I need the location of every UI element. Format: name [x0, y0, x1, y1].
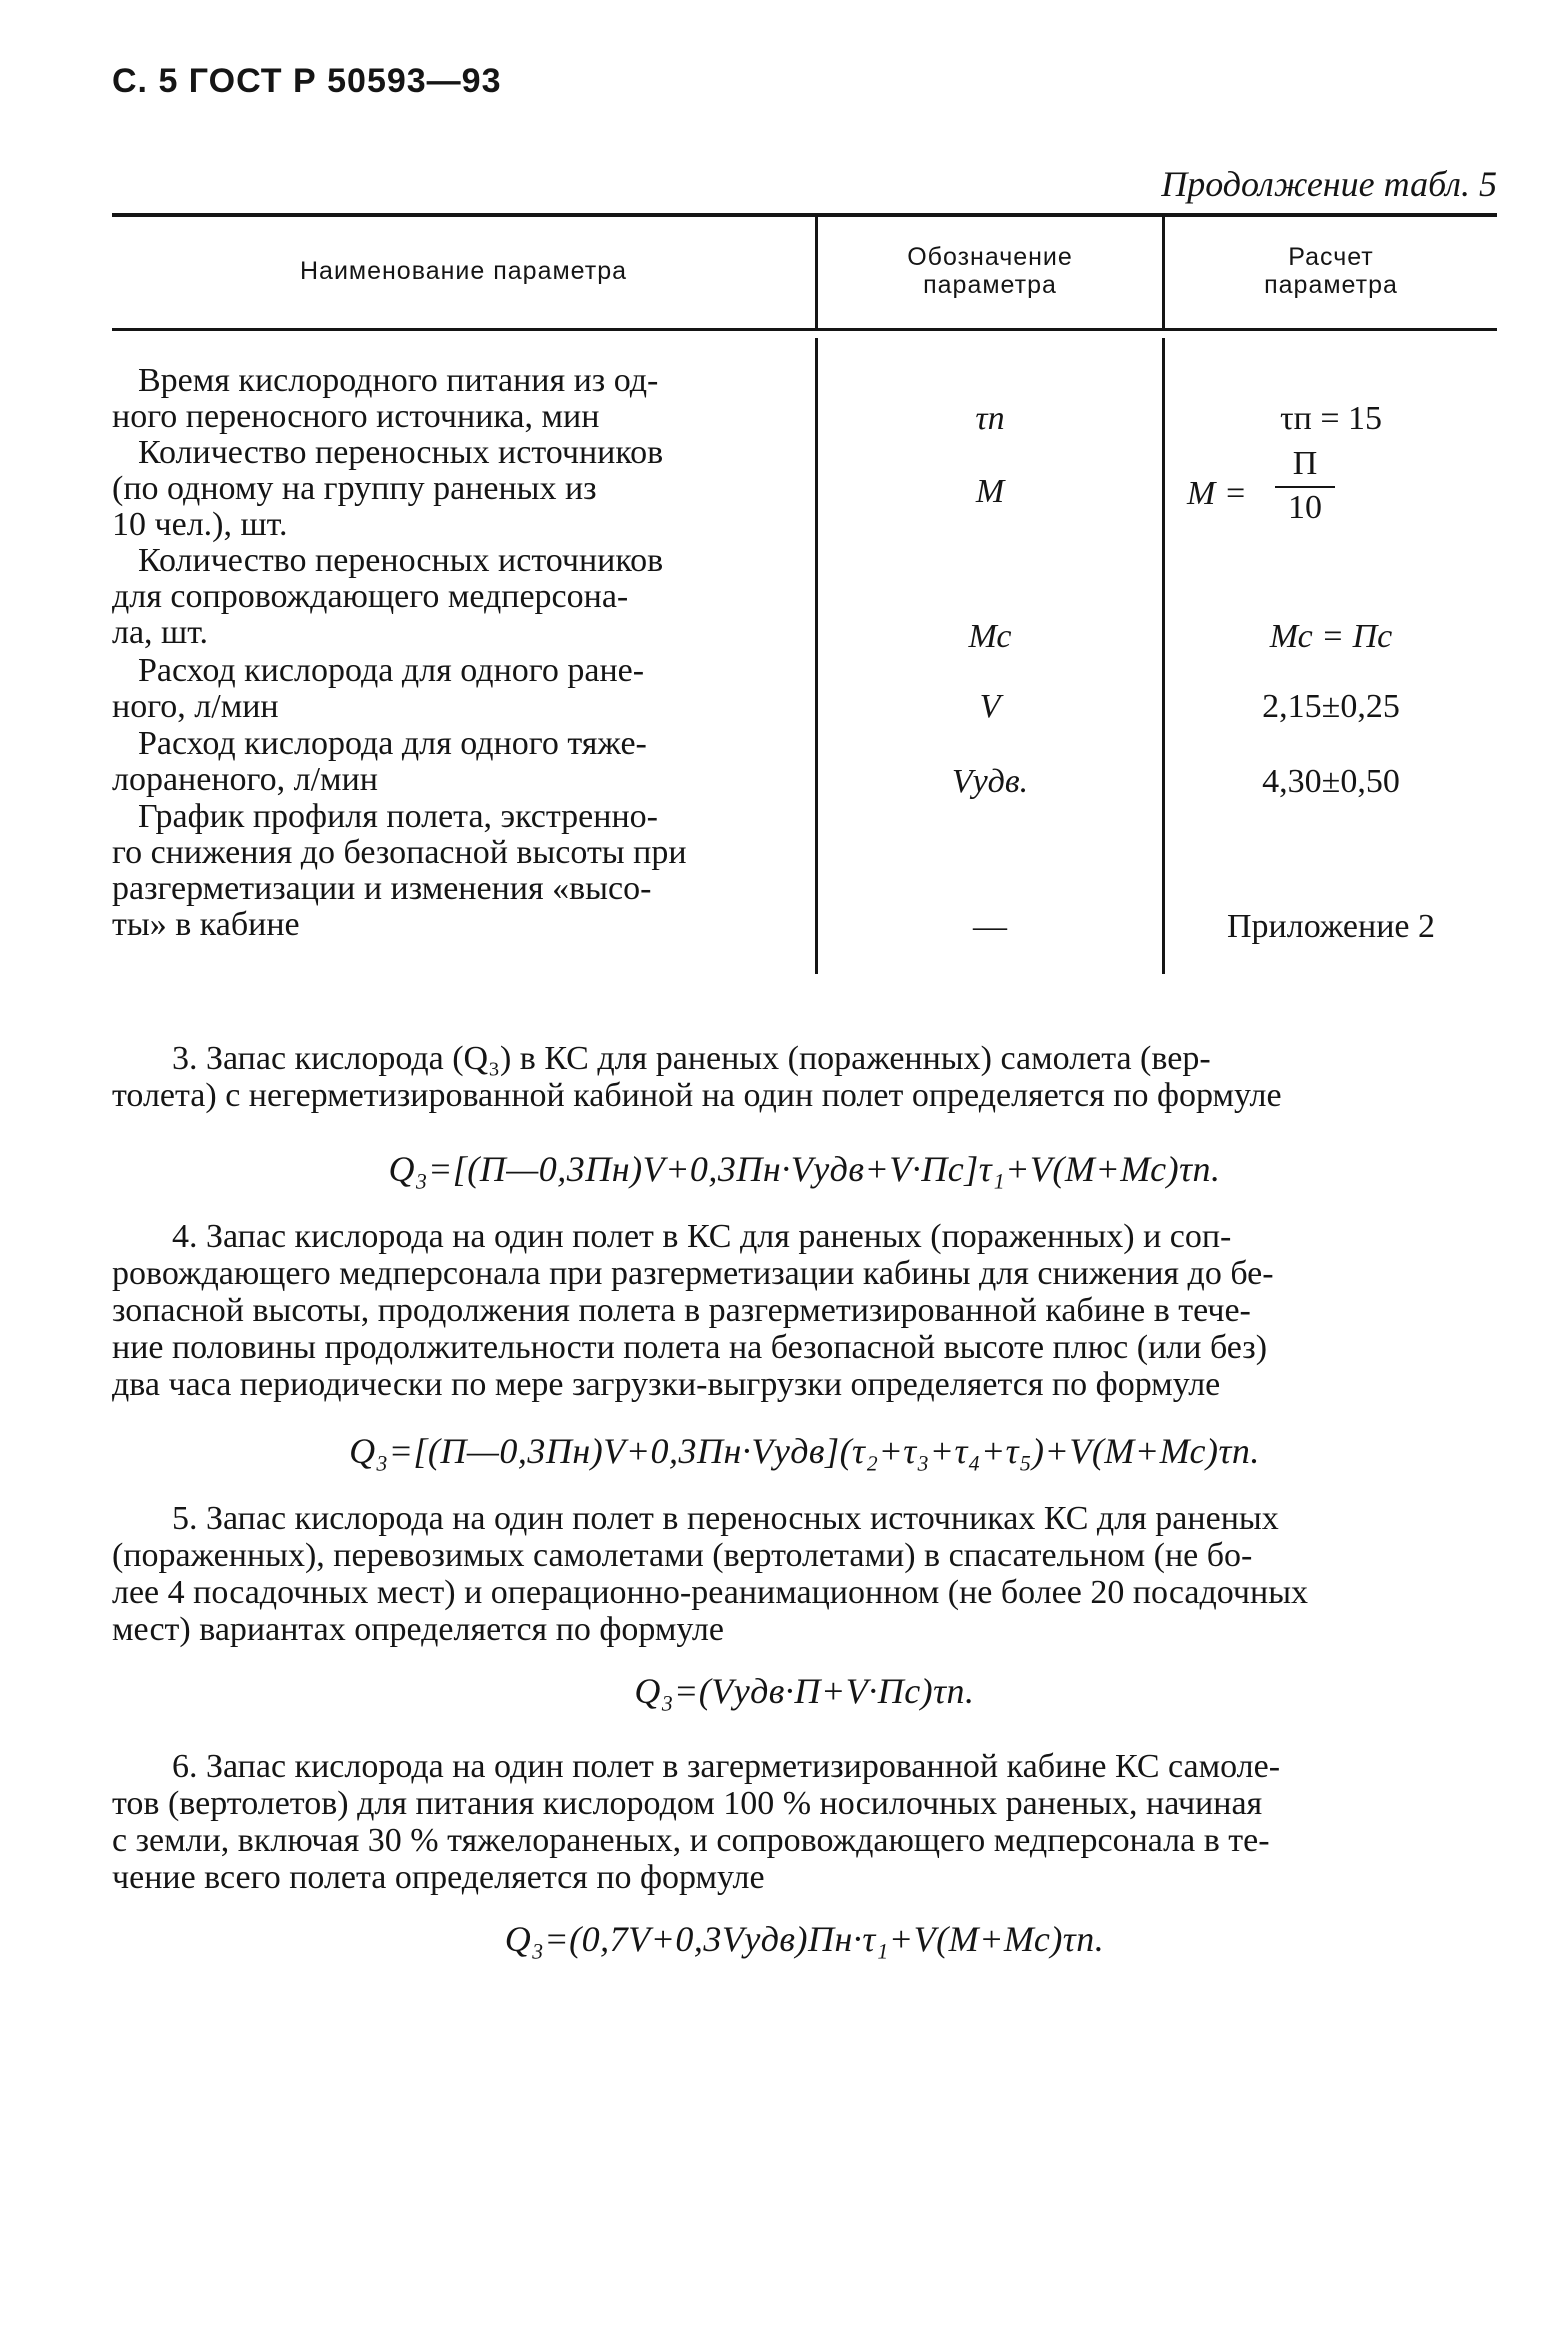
paragraph-5: 5. Запас кислорода на один полет в переносных источниках КС для раненых (пораженных), перевозимых самолетами (вертолетами) в спасательном (не бо- лее 4 посадочных мест) и операционно-реанимационном (не более 20 посадочных мест) вариантах определяется по формуле [112, 1500, 1309, 1648]
formula-6: Q₃=(0,7V+0,3Vудв)Пн·τ₁+V(М+Мс)τп. [504, 1919, 1105, 1959]
table-row-name: Количество переносных источников (по одному на группу раненых из 10 чел.), шт. [112, 434, 664, 543]
table-top-rule [112, 213, 1497, 217]
formula-4: Q₃=[(П—0,3Пн)V+0,3Пн·Vудв](τ₂+τ₃+τ₄+τ₅)+V(М+Мс)τп. [349, 1431, 1260, 1471]
paragraph-4: 4. Запас кислорода на один полет в КС для раненых (пораженных) и соп- ровождающего медперсонала при разгерметизации кабины для снижения до бе- зопасной высоты, продолжения полета в разгерметизированной кабине в тече- ние половины продолжительности полета на безопасной высоте плюс (или без) два часа периодически по мере загрузки-выгрузки определяется по формуле [112, 1218, 1274, 1403]
paragraph-3: 3. Запас кислорода (Q₃) в КС для раненых (пораженных) самолета (вер- толета) с негерметизированной кабиной на один полет определяется по формуле [112, 1040, 1282, 1114]
paragraph-6: 6. Запас кислорода на один полет в загерметизированной кабине КС самоле- тов (вертолетов) для питания кислородом 100 % носилочных раненых, начиная с земли, включая 30 % тяжелораненых, и сопровождающего медперсонала в те- чение всего полета определяется по формуле [112, 1748, 1281, 1896]
table-row-name: Расход кислорода для одного ране- ного, л/мин [112, 652, 645, 725]
table-header-rule [112, 328, 1497, 331]
formula-3: Q₃=[(П—0,3Пн)V+0,3Пн·Vудв+V·Пс]τ₁+V(М+Мс)τп. [388, 1149, 1221, 1189]
table-row-symbol: Vудв. [951, 763, 1029, 800]
table-row-calc: 2,15±0,25 [1262, 688, 1400, 725]
table-row-symbol: V [979, 688, 1001, 725]
table-row-calc: Мс = Пс [1269, 618, 1393, 655]
table-row-name: Время кислородного питания из од- ного переносного источника, мин [112, 362, 659, 435]
table-row-symbol: Мс [968, 618, 1012, 655]
table-row-symbol: М [975, 473, 1005, 510]
column-header-name: Наименование параметра [299, 257, 628, 285]
table-row-calc: Приложение 2 [1227, 908, 1435, 945]
table-row-calc: τп = 15 [1279, 400, 1383, 437]
table-row-symbol: τп [975, 400, 1005, 437]
table-row-calc: 4,30±0,50 [1262, 763, 1400, 800]
parameters-table [112, 213, 1497, 973]
formula-5: Q₃=(Vудв·П+V·Пс)τп. [634, 1671, 975, 1711]
table-row-name: Расход кислорода для одного тяже- лораненого, л/мин [112, 725, 647, 798]
document-code: С. 5 ГОСТ Р 50593—93 [112, 62, 502, 100]
table-continuation-label: Продолжение табл. 5 [1161, 164, 1497, 204]
table-row-symbol: — [973, 908, 1007, 945]
column-header-symbol: Обозначение параметра [907, 243, 1073, 299]
table-row-calc-fraction: М = П 10 [1165, 445, 1497, 525]
table-row-name: График профиля полета, экстренно- го снижения до безопасной высоты при разгерметизации и изменения «высо- ты» в кабине [112, 798, 687, 943]
table-row-name: Количество переносных источников для сопровождающего медперсона- ла, шт. [112, 542, 664, 651]
column-header-calc: Расчет параметра [1264, 243, 1398, 299]
